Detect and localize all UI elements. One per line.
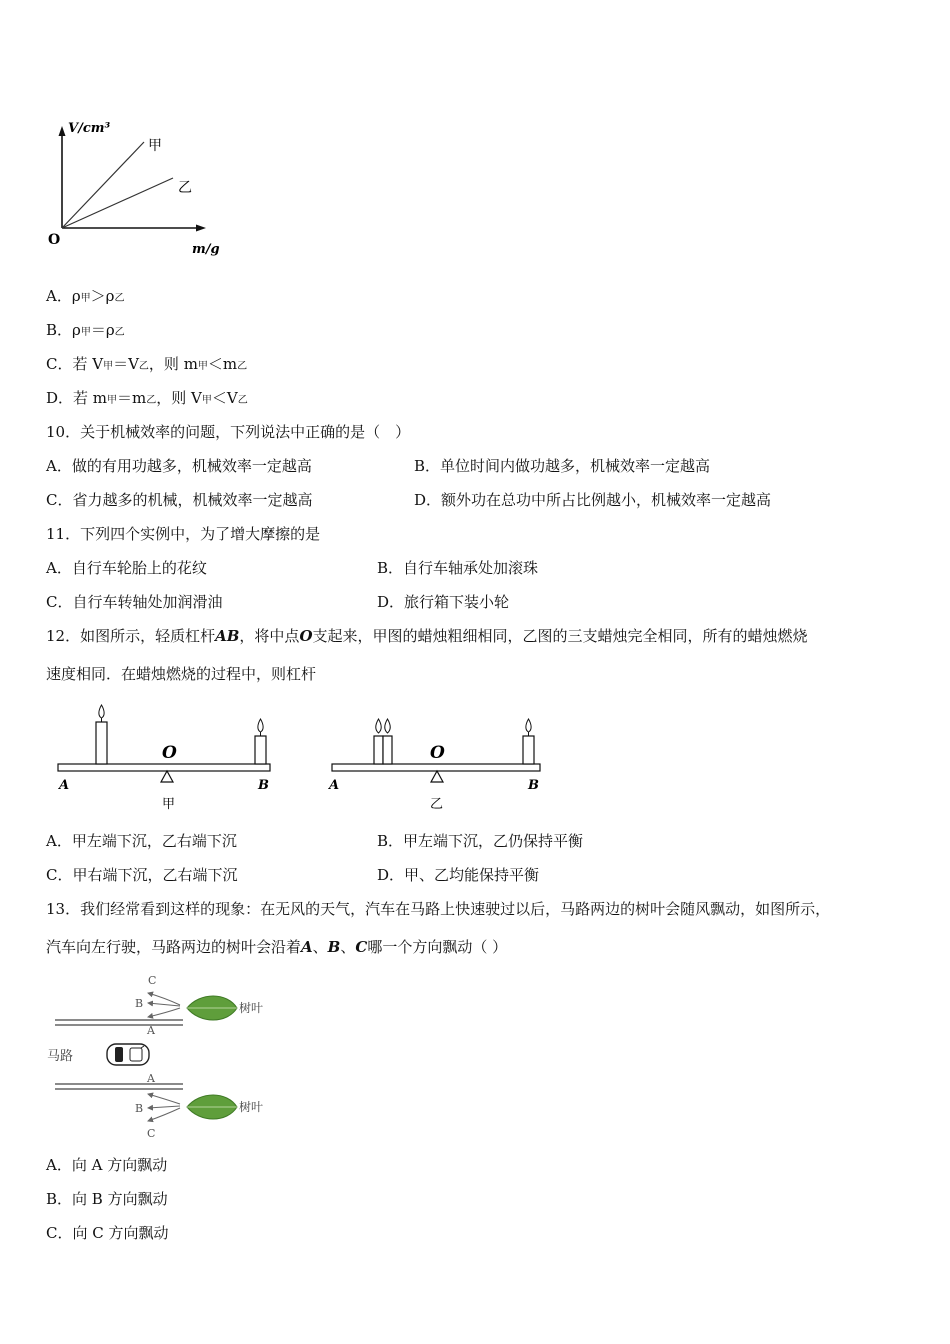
lever-figure-yi [325, 700, 555, 818]
q10-stem: 10．关于机械效率的问题，下列说法中正确的是（ ） [46, 423, 411, 441]
q12-option-d: D．甲、乙均能保持平衡 [377, 866, 540, 884]
top-label-a: A [147, 1024, 155, 1037]
label-a: A [59, 778, 70, 793]
bottom-arrow-b [148, 1106, 180, 1108]
q11-option-a: A．自行车轮胎上的花纹 [46, 559, 207, 577]
label-o: O [162, 743, 177, 763]
y-axis-label: V/cm³ [68, 121, 111, 136]
leaf-top-icon [187, 996, 237, 1020]
caption-yi: 乙 [430, 797, 444, 812]
q12-option-b: B．甲左端下沉，乙仍保持平衡 [377, 832, 584, 850]
q9-option-a: A．ρ甲＞ρ乙 [46, 287, 125, 305]
label-a: A [329, 778, 340, 793]
label-b: B [258, 778, 269, 793]
candle-left [96, 722, 107, 764]
q13-stem-line1: 13．我们经常看到这样的现象：在无风的天气，汽车在马路上快速驶过以后，马路两边的树叶会随风飘动，如图所示， [46, 900, 831, 918]
q12-option-a: A．甲左端下沉，乙右端下沉 [46, 832, 237, 850]
candle-right [255, 736, 266, 764]
flame-left-2 [385, 719, 390, 733]
candle-right [523, 736, 534, 764]
q9-option-d: D．若 m甲＝m乙，则 V甲＜V乙 [46, 389, 248, 407]
top-arrow-b [148, 1003, 180, 1006]
line-jia [62, 142, 144, 228]
flame-right [526, 719, 531, 732]
leaf-bottom-icon [187, 1095, 237, 1119]
q11-stem: 11．下列四个实例中，为了增大摩擦的是 [46, 525, 321, 543]
q13-stem-line2: 汽车向左行驶，马路两边的树叶会沿着A、B、C哪一个方向飘动（ ） [46, 938, 508, 956]
line-yi-label: 乙 [178, 180, 192, 196]
q10-option-a: A．做的有用功越多，机械效率一定越高 [46, 457, 312, 475]
q10-option-c: C．省力越多的机械，机械效率一定越高 [46, 491, 313, 509]
caption-jia: 甲 [162, 797, 176, 812]
bottom-label-a: A [147, 1072, 155, 1085]
line-jia-label: 甲 [148, 138, 162, 154]
q10-option-b: B．单位时间内做功越多，机械效率一定越高 [414, 457, 711, 475]
x-axis-label: m/g [192, 242, 220, 257]
flame-left [99, 705, 104, 718]
q12-option-c: C．甲右端下沉，乙右端下沉 [46, 866, 238, 884]
q9-option-b: B．ρ甲＝ρ乙 [46, 321, 125, 339]
fulcrum [431, 771, 443, 782]
top-label-c: C [148, 974, 157, 987]
lever-bar [58, 764, 270, 771]
flame-left-1 [376, 719, 381, 733]
flame-right [258, 719, 263, 732]
q11-option-c: C．自行车转轴处加润滑油 [46, 593, 223, 611]
q13-option-b: B．向 B 方向飘动 [46, 1190, 168, 1208]
q12-stem-line1: 12．如图所示，轻质杠杆AB，将中点O支起来，甲图的蜡烛粗细相同，乙图的三支蜡烛完全相同，所有的蜡烛燃烧 [46, 627, 808, 645]
top-label-b: B [135, 997, 144, 1010]
label-b: B [528, 778, 539, 793]
q11-option-b: B．自行车轴承处加滚珠 [377, 559, 539, 577]
bottom-arrow-a [148, 1094, 180, 1104]
leaf-bottom-label: 树叶 [239, 1100, 264, 1114]
q10-option-d: D．额外功在总功中所占比例越小，机械效率一定越高 [414, 491, 772, 509]
q9-option-c: C．若 V甲＝V乙，则 m甲＜m乙 [46, 355, 248, 373]
lever-figure-jia [55, 700, 285, 818]
bottom-arrow-c [148, 1108, 180, 1121]
road-leaf-figure [45, 970, 285, 1142]
line-yi [62, 178, 173, 228]
road-label: 马路 [47, 1049, 74, 1064]
q13-option-a: A．向 A 方向飘动 [46, 1156, 168, 1174]
fulcrum [161, 771, 173, 782]
label-o: O [430, 743, 445, 763]
density-graph [40, 112, 230, 262]
candle-left-2 [383, 736, 392, 764]
lever-bar [332, 764, 540, 771]
x-axis-arrow [196, 225, 206, 232]
car-icon [107, 1044, 149, 1065]
q12-stem-line2: 速度相同．在蜡烛燃烧的过程中，则杠杆 [46, 665, 317, 683]
candle-left-1 [374, 736, 383, 764]
origin-label: O [48, 232, 61, 248]
bottom-label-c: C [147, 1127, 156, 1140]
y-axis-arrow [59, 126, 66, 136]
q11-option-d: D．旅行箱下装小轮 [377, 593, 510, 611]
top-arrow-a [148, 1008, 180, 1017]
q13-option-c: C．向 C 方向飘动 [46, 1224, 169, 1242]
leaf-top-label: 树叶 [239, 1001, 264, 1015]
bottom-label-b: B [135, 1102, 144, 1115]
